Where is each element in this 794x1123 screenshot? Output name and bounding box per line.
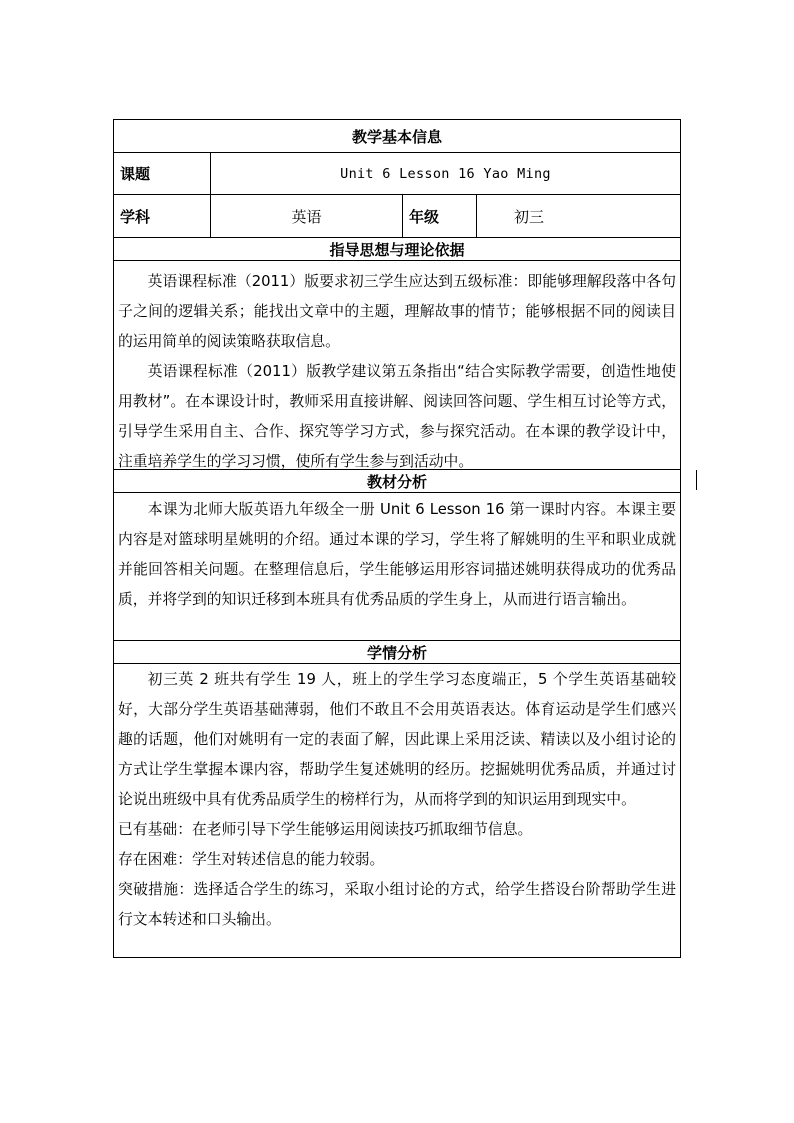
subject-label: 学科 [120,207,151,226]
grade-value: 初三 [514,207,545,226]
column-divider [476,194,477,237]
grade-label: 年级 [409,207,440,226]
students-paragraph: 初三英 2 班共有学生 19 人，班上的学生学习态度端正，5 个学生英语基础较好，大部分学生英语基础薄弱，他们不敢且不会用英语表达。体育运动是学生们感兴趣的话题，他们对姚明有一定的表面了解，因此课上采用泛读、精读以及小组讨论的方式让学生掌握本课内容，帮助学生复述姚明的经历。挖掘姚明优秀品质，并通过讨论说出班级中具有优秀品质学生的榜样行为，从而将学到的知识运用到现实中。 [118,671,676,808]
text-cursor [696,470,697,490]
table-header: 教学基本信息 [351,127,442,146]
guiding-section-title: 指导思想与理论依据 [329,240,465,259]
row-divider [114,663,680,664]
students-note: 存在困难：学生对转述信息的能力较弱。 [118,851,385,868]
material-section-title: 教材分析 [366,472,427,491]
guiding-paragraph: 英语课程标准（2011）版要求初三学生应达到五级标准：即能够理解段落中各句子之间的逻辑关系；能找出文章中的主题，理解故事的情节；能够根据不同的阅读目的运用简单的阅读策略获取信息。 [118,273,676,350]
guiding-section-body [118,267,676,477]
topic-value: Unit 6 Lesson 16 Yao Ming [340,165,551,182]
row-divider [114,260,680,261]
lesson-plan-table [113,119,681,958]
guiding-paragraph: 英语课程标准（2011）版教学建议第五条指出“结合实际教学需要，创造性地使用教材”。在本课设计时，教师采用直接讲解、阅读回答问题、学生相互讨论等方式，引导学生采用自主、合作、探究等学习方式，参与探究活动。在本课的教学设计中，注重培养学生的学习习惯，使所有学生参与到活动中。 [118,363,676,470]
row-divider [114,492,680,493]
topic-label: 课题 [120,165,151,183]
subject-value: 英语 [291,207,322,226]
students-note: 突破措施：选择适合学生的练习，采取小组讨论的方式，给学生搭设台阶帮助学生进行文本转述和口头输出。 [118,881,676,928]
material-paragraph: 本课为北师大版英语九年级全一册 Unit 6 Lesson 16 第一课时内容。本课主要内容是对篮球明星姚明的介绍。通过本课的学习，学生将了解姚明的生平和职业成就并能回答相关问题。在整理信息后，学生能够运用形容词描述姚明获得成功的优秀品质，并将学到的知识迁移到本班具有优秀品质的学生身上，从而进行语言输出。 [118,501,676,608]
students-section-body [118,665,676,935]
students-note: 已有基础：在老师引导下学生能够运用阅读技巧抓取细节信息。 [118,821,533,838]
material-section-body [118,495,676,615]
students-section-title: 学情分析 [366,643,427,662]
